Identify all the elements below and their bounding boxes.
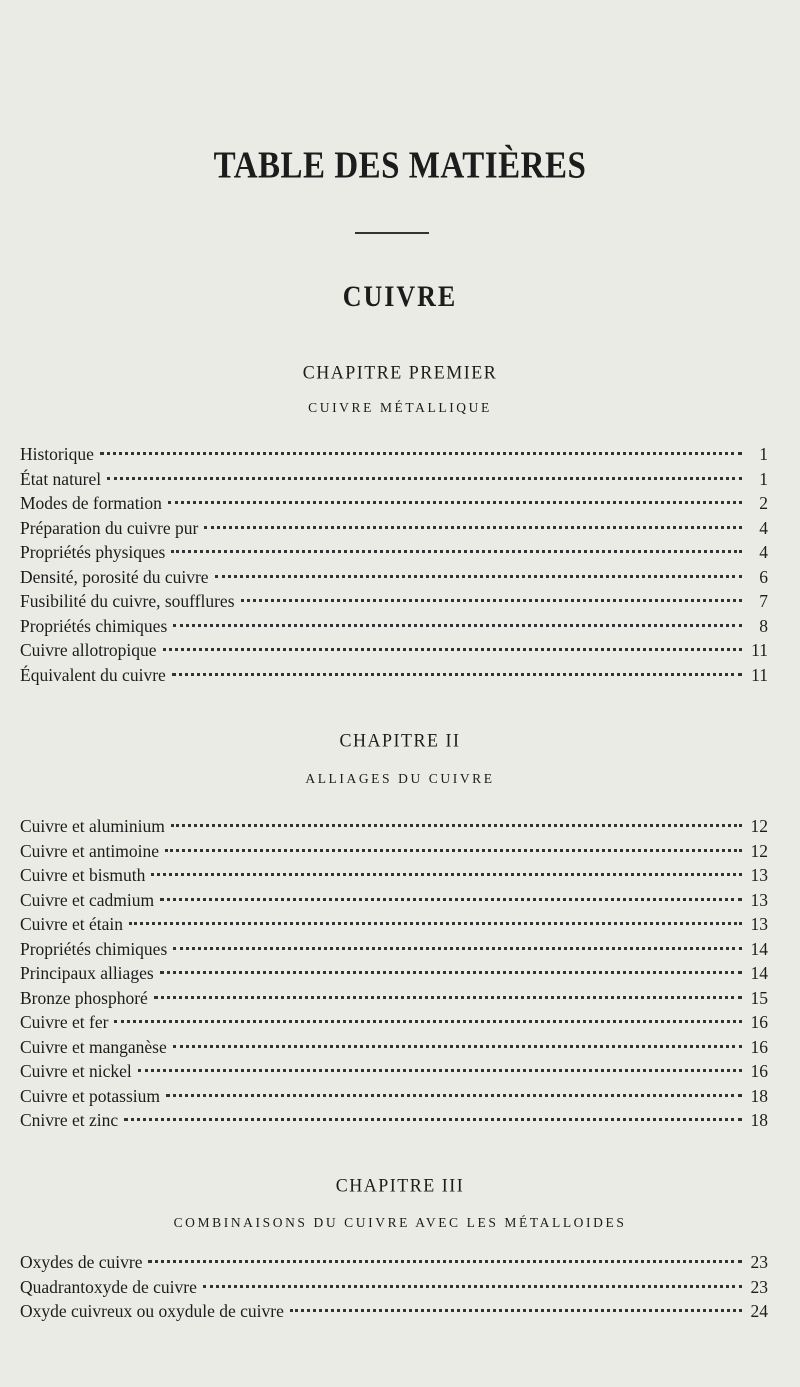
- chapter-3-subtitle: COMBINAISONS DU CUIVRE AVEC LES MÉTALLOIDES: [173, 1215, 627, 1230]
- dot-leader: [151, 873, 742, 876]
- toc-entry-label: Cuivre allotropique: [20, 640, 157, 660]
- dot-leader: [166, 1094, 742, 1097]
- toc-entry-page-number: 1: [759, 468, 768, 489]
- toc-entry-label: Modes de formation: [20, 493, 162, 513]
- toc-entry-label: Cuivre et antimoine: [20, 840, 159, 861]
- toc-entry-page-number: 23: [750, 1252, 768, 1272]
- toc-entry-label: Historique: [20, 444, 94, 464]
- toc-entry-label: Cuivre et fer: [20, 1012, 109, 1032]
- toc-entry-page-number: 8: [759, 615, 768, 636]
- dot-leader: [107, 477, 742, 480]
- dot-leader: [138, 1069, 742, 1072]
- toc-entry: [20, 518, 768, 543]
- toc-entry: [20, 1012, 768, 1037]
- toc-entry-page-number: 18: [750, 1110, 768, 1130]
- toc-entry-page-number: 13: [750, 865, 768, 885]
- toc-entry: [20, 865, 768, 890]
- toc-entry-page-number: 16: [750, 1036, 768, 1057]
- chapter-2-subtitle: ALLIAGES DU CUIVRE: [305, 771, 495, 786]
- toc-entry: [20, 665, 768, 690]
- dot-leader: [168, 501, 742, 504]
- toc-entry-label: Principaux alliages: [20, 963, 154, 983]
- toc-entry-page-number: 4: [759, 542, 768, 562]
- toc-entry-label: Oxyde cuivreux ou oxydule de cuivre: [20, 1301, 284, 1321]
- toc-entry: [20, 1301, 768, 1326]
- dot-leader: [172, 673, 742, 676]
- toc-entry-label: Densité, porosité du cuivre: [20, 566, 209, 587]
- dot-leader: [148, 1260, 742, 1263]
- toc-entry: [20, 1037, 768, 1062]
- toc-entry-label: Cuivre et cadmium: [20, 889, 155, 910]
- toc-entry: [20, 444, 768, 469]
- dot-leader: [171, 824, 742, 827]
- toc-entry-label: Cuivre et bismuth: [20, 865, 146, 885]
- toc-entry-page-number: 24: [750, 1301, 768, 1321]
- toc-entry: [20, 1086, 768, 1111]
- toc-entry-label: Cuivre et aluminium: [20, 816, 165, 836]
- toc-entry: [20, 890, 768, 915]
- chapter-1-entries: [20, 444, 768, 689]
- toc-entry: [20, 914, 768, 939]
- dot-leader: [154, 996, 742, 999]
- chapter-1-subtitle: CUIVRE MÉTALLIQUE: [308, 400, 492, 415]
- dot-leader: [124, 1118, 742, 1121]
- toc-entry-label: État naturel: [20, 468, 102, 489]
- toc-entry: [20, 939, 768, 964]
- toc-entry-page-number: 12: [750, 840, 768, 861]
- dot-leader: [160, 898, 742, 901]
- toc-entry-label: Cuivre et nickel: [20, 1061, 132, 1081]
- toc-entry-label: Équivalent du cuivre: [20, 664, 166, 685]
- dot-leader: [215, 575, 742, 578]
- toc-entry: [20, 542, 768, 567]
- dot-leader: [290, 1309, 742, 1312]
- toc-entry: [20, 1110, 768, 1135]
- toc-entry-page-number: 6: [759, 566, 768, 587]
- toc-entry: [20, 963, 768, 988]
- toc-entry: [20, 493, 768, 518]
- toc-entry-page-number: 7: [759, 591, 768, 611]
- toc-entry-page-number: 16: [750, 1012, 768, 1032]
- toc-entry-page-number: 13: [750, 889, 768, 910]
- toc-entry-label: Cuivre et potassium: [20, 1085, 160, 1106]
- chapter-3-entries: [20, 1252, 768, 1326]
- dot-leader: [203, 1285, 742, 1288]
- toc-entry-page-number: 1: [759, 444, 768, 464]
- title-divider: [355, 232, 429, 234]
- chapter-2-entries: [20, 816, 768, 1135]
- dot-leader: [171, 550, 742, 553]
- toc-entry: [20, 1061, 768, 1086]
- dot-leader: [241, 599, 742, 602]
- toc-entry: [20, 1252, 768, 1277]
- dot-leader: [173, 624, 742, 627]
- toc-entry-label: Propriétés physiques: [20, 542, 166, 562]
- toc-entry: [20, 616, 768, 641]
- toc-entry-page-number: 11: [751, 640, 768, 660]
- page-title: TABLE DES MATIÈRES: [213, 145, 587, 187]
- toc-entry-page-number: 13: [750, 914, 768, 934]
- toc-entry-label: Quadrantoxyde de cuivre: [20, 1276, 197, 1297]
- toc-entry-label: Préparation du cuivre pur: [20, 517, 199, 538]
- chapter-1-title: CHAPITRE PREMIER: [302, 361, 498, 383]
- toc-entry-page-number: 2: [759, 493, 768, 513]
- part-title: CUIVRE: [342, 279, 458, 314]
- toc-entry-label: Propriétés chimiques: [20, 938, 168, 959]
- toc-entry-label: Cuivre et étain: [20, 914, 124, 934]
- dot-leader: [165, 849, 742, 852]
- dot-leader: [100, 452, 742, 455]
- toc-entry-page-number: 23: [750, 1276, 768, 1297]
- toc-entry-label: Cuivre et manganèse: [20, 1036, 167, 1057]
- toc-entry: [20, 841, 768, 866]
- chapter-3-title: CHAPITRE III: [335, 1174, 465, 1196]
- dot-leader: [129, 922, 742, 925]
- chapter-2-title: CHAPITRE II: [339, 729, 461, 751]
- dot-leader: [160, 971, 742, 974]
- toc-entry-page-number: 11: [751, 664, 768, 685]
- toc-entry: [20, 567, 768, 592]
- toc-entry-page-number: 18: [750, 1085, 768, 1106]
- toc-entry-label: Propriétés chimiques: [20, 615, 168, 636]
- toc-entry-page-number: 16: [750, 1061, 768, 1081]
- toc-entry: [20, 1277, 768, 1302]
- toc-entry-page-number: 12: [750, 816, 768, 836]
- toc-entry: [20, 640, 768, 665]
- toc-entry-label: Bronze phosphoré: [20, 987, 148, 1008]
- toc-entry-page-number: 14: [750, 963, 768, 983]
- dot-leader: [204, 526, 742, 529]
- toc-entry-label: Cnivre et zinc: [20, 1110, 119, 1130]
- toc-entry: [20, 988, 768, 1013]
- toc-entry-label: Fusibilité du cuivre, soufflures: [20, 591, 235, 611]
- toc-entry-page-number: 14: [750, 938, 768, 959]
- toc-entry: [20, 469, 768, 494]
- dot-leader: [173, 947, 742, 950]
- dot-leader: [173, 1045, 742, 1048]
- toc-entry-page-number: 4: [759, 517, 768, 538]
- toc-entry: [20, 816, 768, 841]
- toc-entry-page-number: 15: [750, 987, 768, 1008]
- dot-leader: [163, 648, 742, 651]
- toc-entry: [20, 591, 768, 616]
- dot-leader: [114, 1020, 742, 1023]
- toc-entry-label: Oxydes de cuivre: [20, 1252, 143, 1272]
